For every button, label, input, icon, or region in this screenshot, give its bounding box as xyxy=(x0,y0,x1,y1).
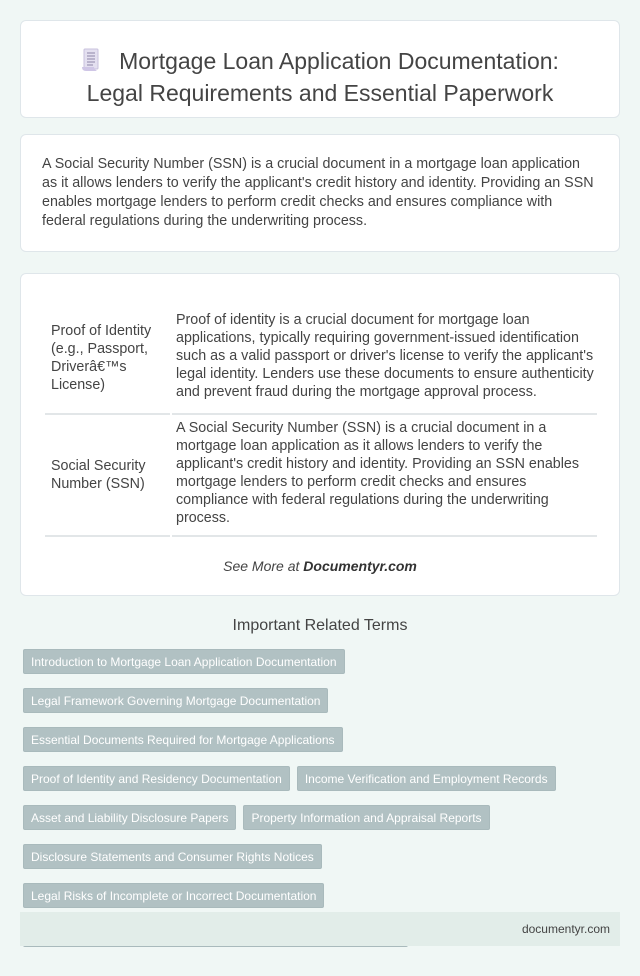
summary-card xyxy=(20,134,620,252)
related-term-tag[interactable]: Introduction to Mortgage Loan Application Documentation xyxy=(23,649,345,674)
table-term-cell: Proof of Identity (e.g., Passport, Driverâ€™s License) xyxy=(45,302,170,415)
footer-site-link[interactable]: documentyr.com xyxy=(521,922,610,936)
related-term-tag[interactable]: Proof of Identity and Residency Documentation xyxy=(23,766,290,791)
see-more-line xyxy=(21,558,619,574)
footer xyxy=(20,912,620,946)
table-description-cell: Proof of identity is a crucial document for mortgage loan applications, typically requiring government-issued identification such as a valid passport or driver's license to verify the applicant's legal identity. Lenders use these documents to ensure authenticity and prevent fraud during the mortgage approval process. xyxy=(172,302,597,415)
table-description-cell: A Social Security Number (SSN) is a crucial document in a mortgage loan application as it allows lenders to verify the applicant's credit history and identity. Providing an SSN enables mortgage lenders to perform credit checks and ensures compliance with federal regulations during the underwriting process. xyxy=(172,415,597,537)
related-terms-list xyxy=(23,649,617,947)
see-more-link[interactable]: Documentyr.com xyxy=(303,558,417,574)
related-terms-heading: Important Related Terms xyxy=(232,617,408,634)
related-term-tag[interactable]: Disclosure Statements and Consumer Rights Notices xyxy=(23,844,322,869)
related-term-tag[interactable]: Legal Framework Governing Mortgage Documentation xyxy=(23,688,328,713)
table-row xyxy=(45,302,597,415)
documents-table-card xyxy=(20,273,620,596)
summary-text: A Social Security Number (SSN) is a crucial document in a mortgage loan application as it allows lenders to verify the applicant's credit history and identity. Providing an SSN enables mortgage lenders to perform credit checks and ensures compliance with federal regulations during the underwriting process. xyxy=(42,156,594,229)
related-term-tag[interactable]: Asset and Liability Disclosure Papers xyxy=(23,805,236,830)
see-more-prefix: See More at xyxy=(223,558,304,574)
table-row xyxy=(45,415,597,537)
table-term-cell: Social Security Number (SSN) xyxy=(45,415,170,537)
page-title-text: Mortgage Loan Application Documentation: Legal Requirements and Essential Paperwork xyxy=(86,48,559,106)
related-term-tag[interactable]: Property Information and Appraisal Reports xyxy=(243,805,489,830)
document-scroll-icon xyxy=(81,48,101,72)
documents-table xyxy=(43,302,599,537)
title-card xyxy=(20,20,620,118)
related-term-tag[interactable]: Legal Risks of Incomplete or Incorrect Documentation xyxy=(23,883,324,908)
page-title xyxy=(21,21,619,109)
related-term-tag[interactable]: Essential Documents Required for Mortgage Applications xyxy=(23,727,343,752)
related-term-tag[interactable]: Income Verification and Employment Records xyxy=(297,766,556,791)
